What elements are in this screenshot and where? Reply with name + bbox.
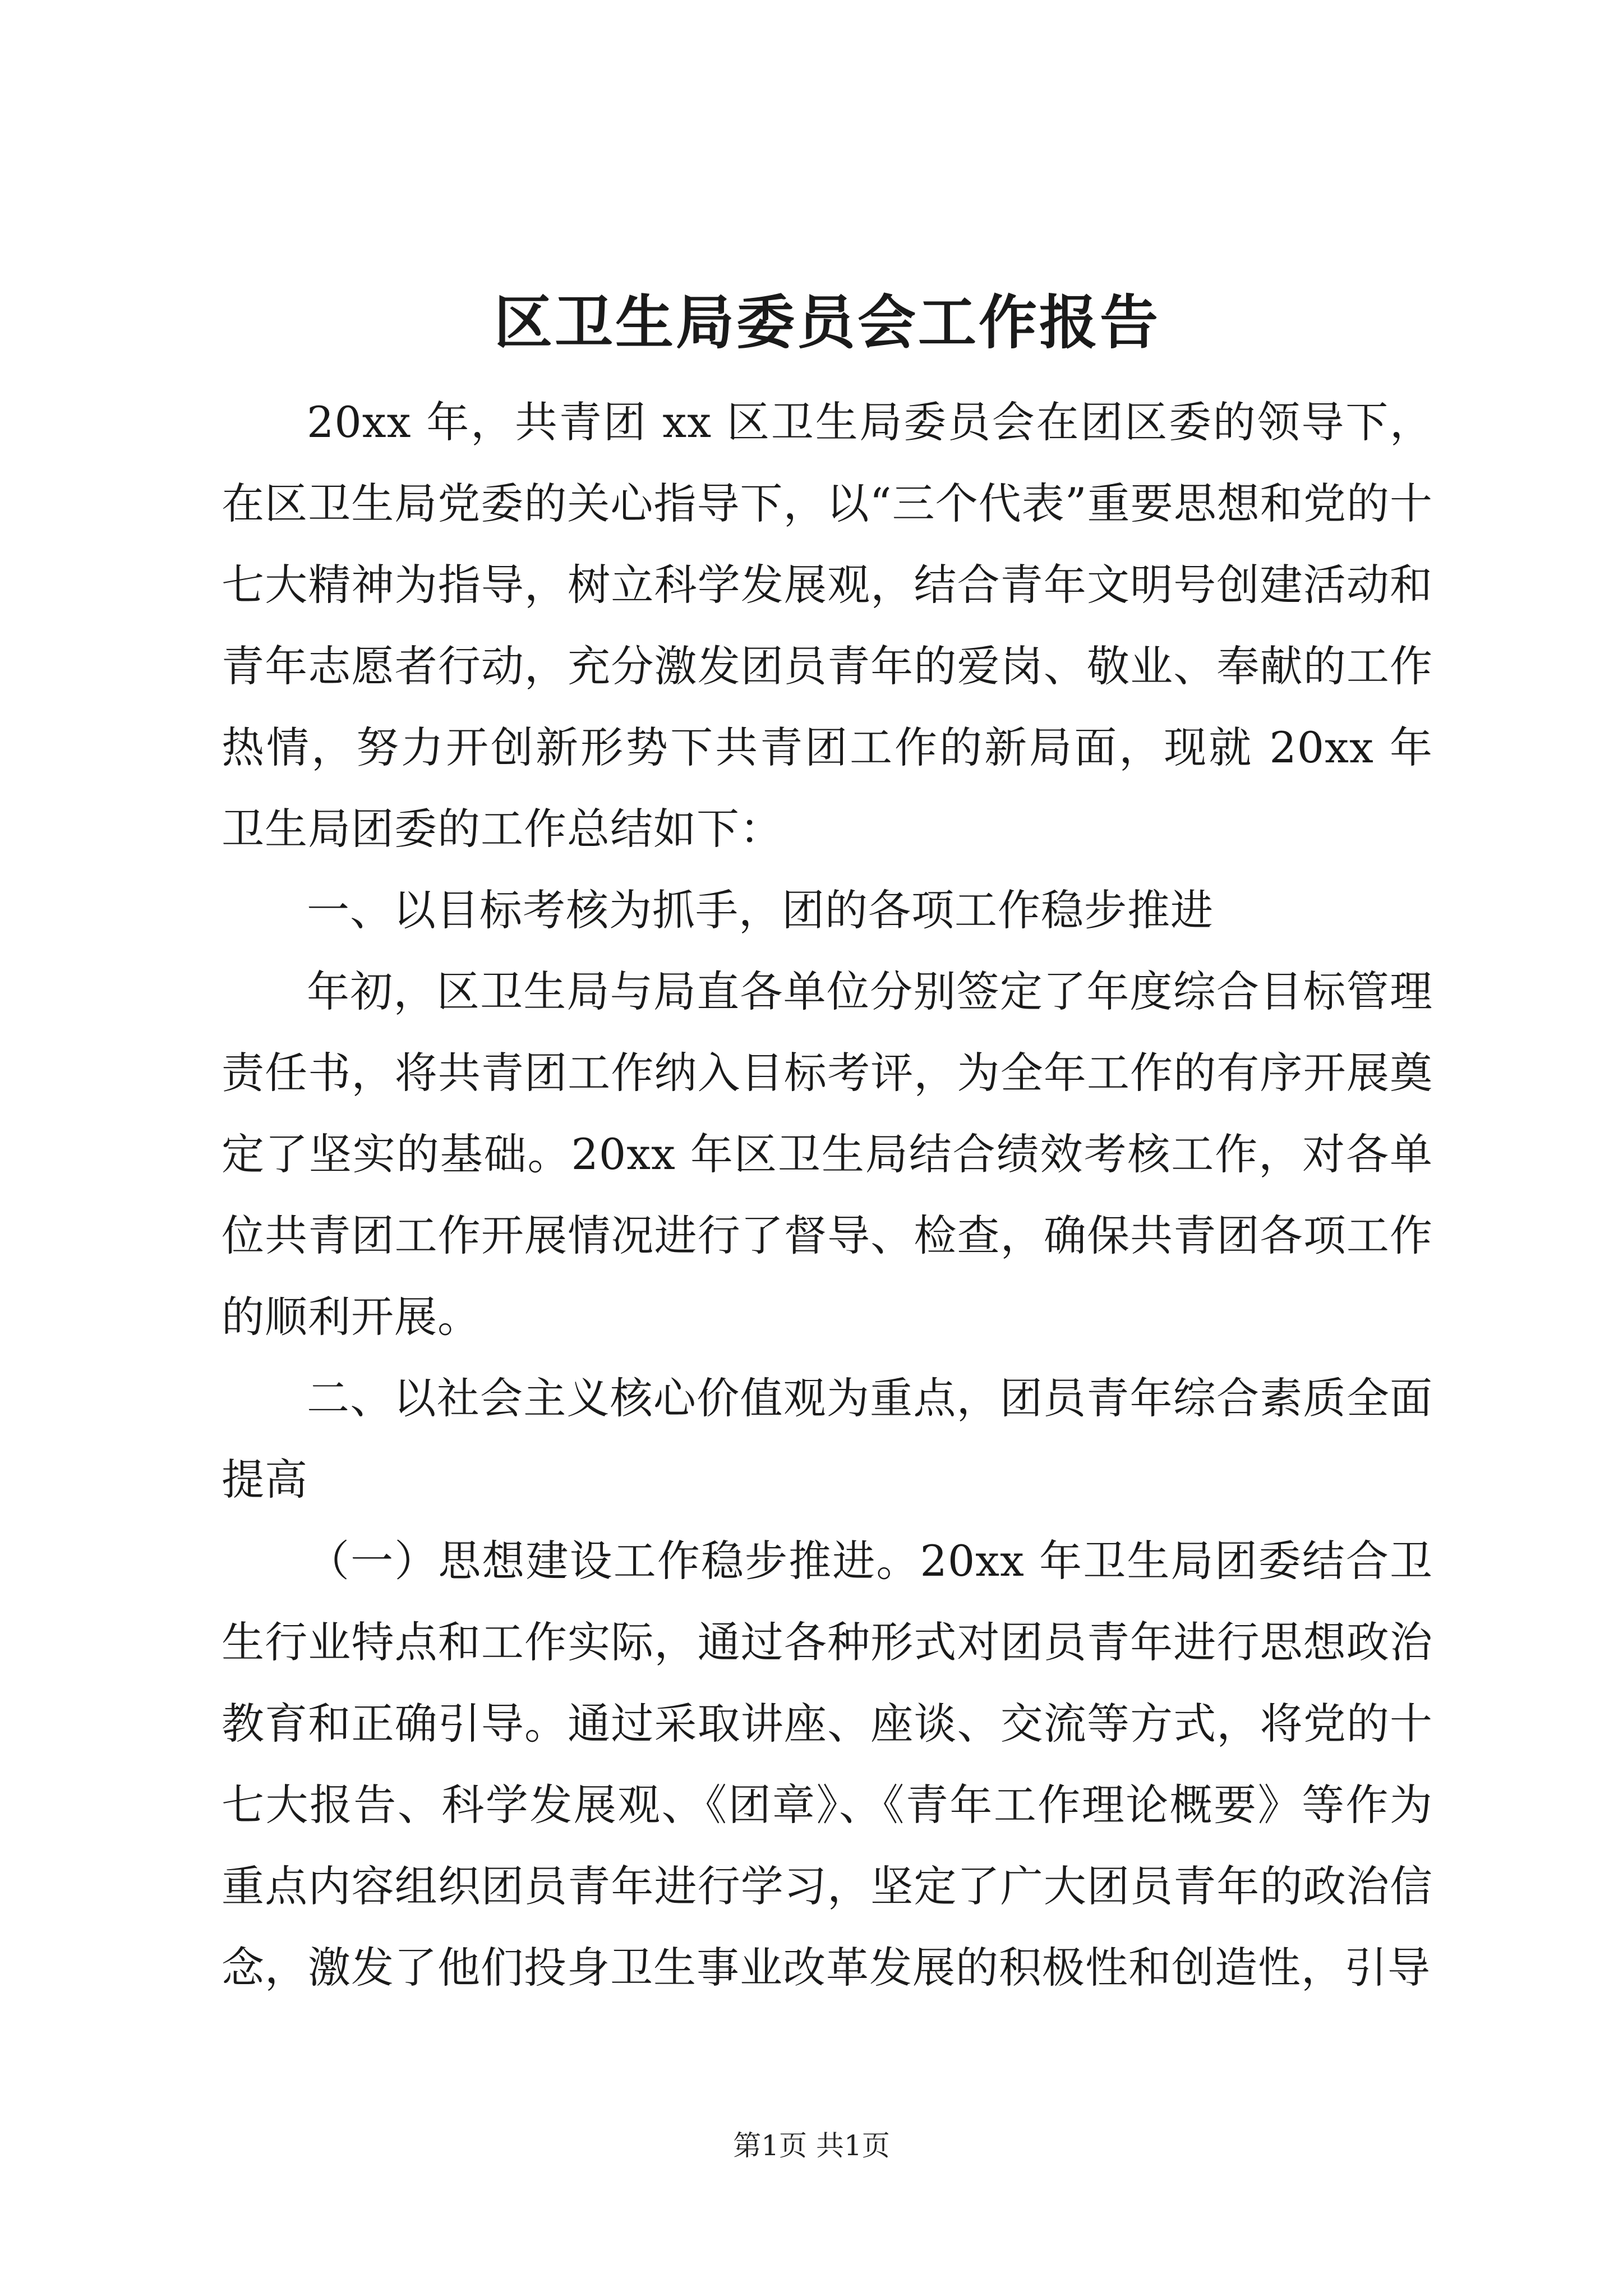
paragraph-section-2-1: （一）思想建设工作稳步推进。20xx 年卫生局团委结合卫生行业特点和工作实际，通过各种形式对团员青年进行思想政治教育和正确引导。通过采取讲座、座谈、交流等方式，将党的十七大报告、科学发展观、《团章》、《青年工作理论概要》等作为重点内容组织团员青年进行学习，坚定了广大团员青年的政治信念，激发了他们投身卫生事业改革发展的积极性和创造性，引导 — [222, 1536, 1433, 1993]
document-title: 区卫生局委员会工作报告 — [494, 288, 1160, 357]
paragraph-section-1: 年初，区卫生局与局直各单位分别签定了年度综合目标管理责任书，将共青团工作纳入目标考评，为全年工作的有序开展奠定了坚实的基础。20xx 年区卫生局结合绩效考核工作，对各单位共青团工作开展情况进行了督导、检查，确保共青团各项工作的顺利开展。 — [222, 967, 1433, 1342]
section-heading-1: 一、以目标考核为抓手，团的各项工作稳步推进 — [307, 885, 1214, 935]
paragraph-intro: 20xx 年，共青团 xx 区卫生局委员会在团区委的领导下，在区卫生局党委的关心指导下，以“三个代表”重要思想和党的十七大精神为指导，树立科学发展观，结合青年文明号创建活动和青年志愿者行动，充分激发团员青年的爱岗、敬业、奉献的工作热情，努力开创新形势下共青团工作的新局面，现就 20xx 年卫生局团委的工作总结如下： — [222, 397, 1433, 854]
document-body — [222, 381, 1433, 2008]
section-heading-2: 二、以社会主义核心价值观为重点，团员青年综合素质全面提高 — [222, 1373, 1433, 1504]
page-footer: 第1页 共1页 — [733, 2129, 890, 2162]
